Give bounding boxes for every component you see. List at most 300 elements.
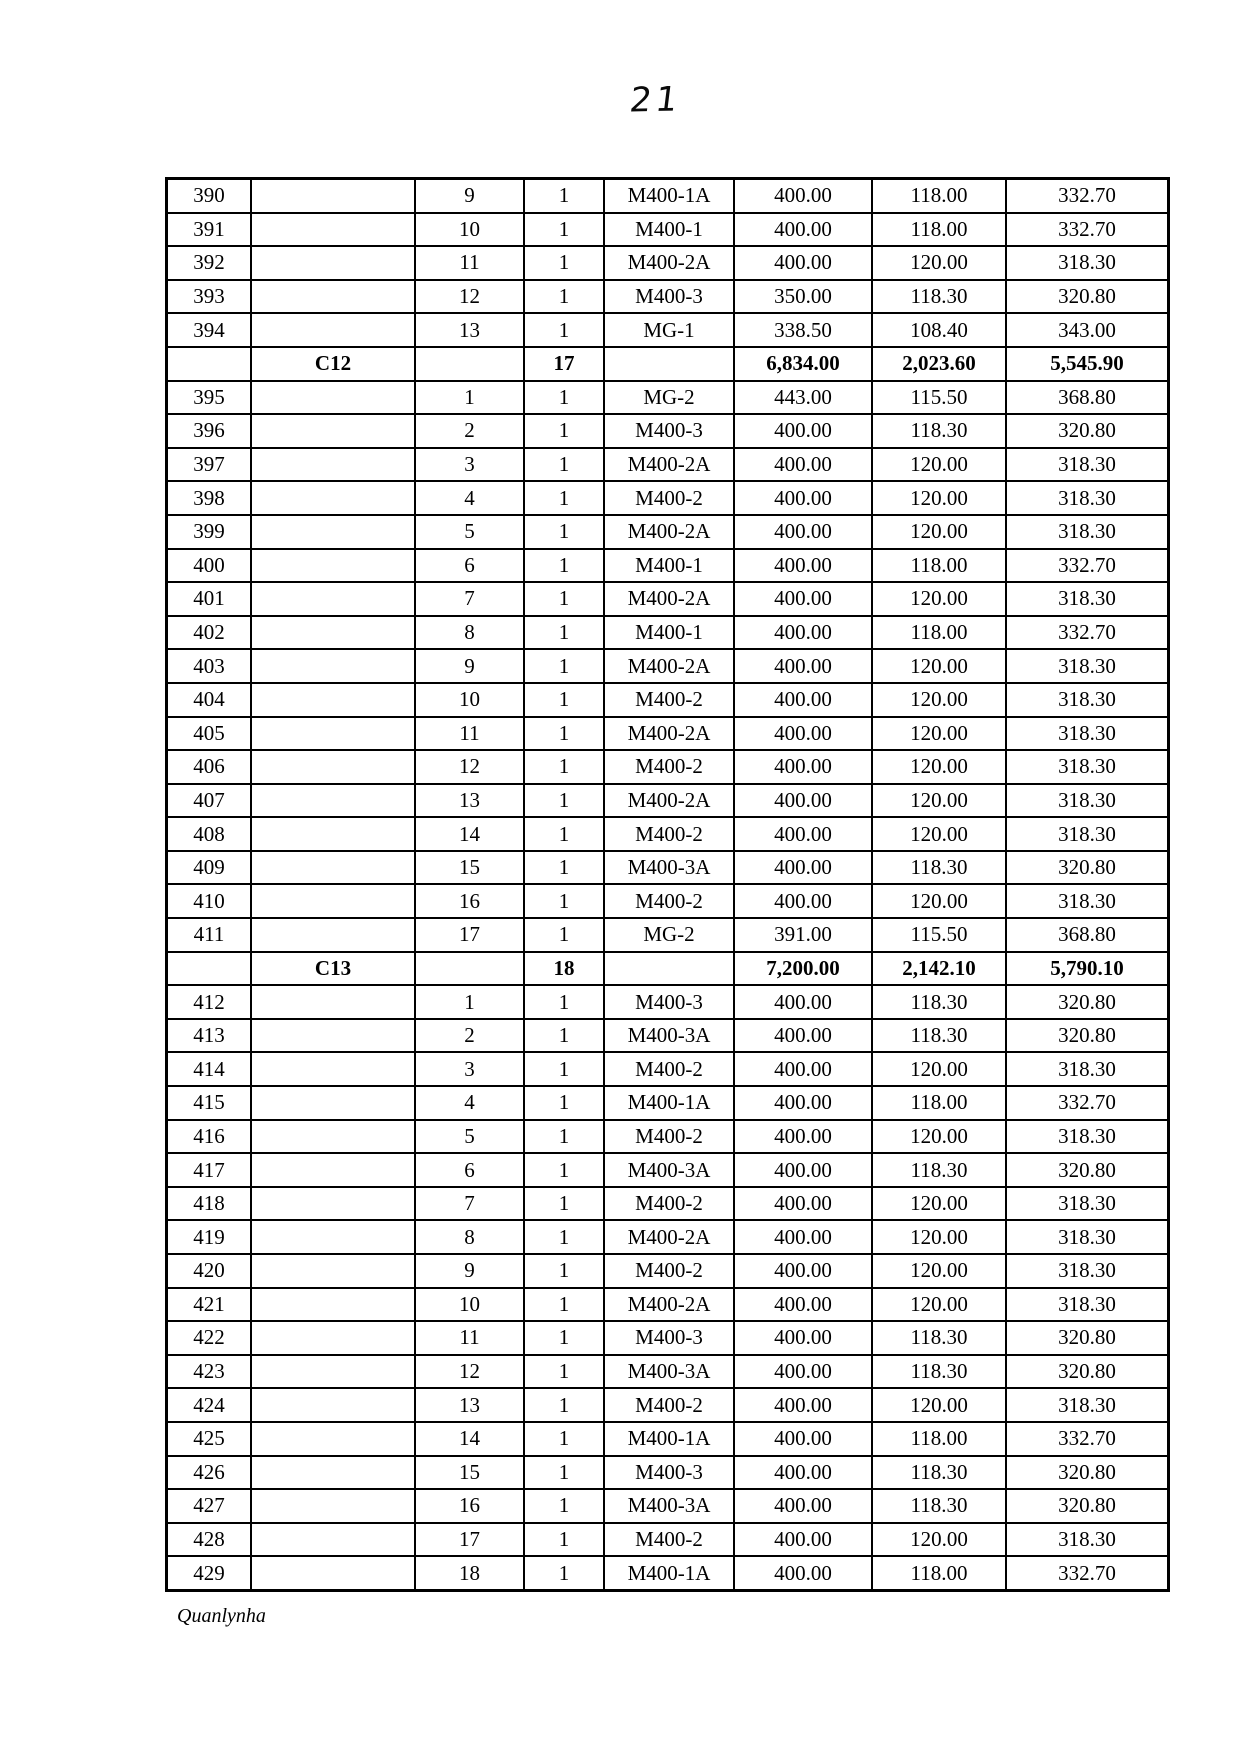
data-table [165, 177, 1170, 1592]
cell-value-1: 400.00 [734, 1052, 872, 1086]
cell-value-2: 118.30 [872, 1019, 1006, 1053]
cell-row-no: 425 [167, 1422, 252, 1456]
cell-value-1: 400.00 [734, 750, 872, 784]
cell-seq [415, 347, 524, 381]
cell-type: M400-3 [604, 1456, 734, 1490]
cell-group [251, 246, 415, 280]
cell-row-no: 402 [167, 616, 252, 650]
cell-seq: 10 [415, 213, 524, 247]
cell-count: 1 [524, 985, 604, 1019]
cell-count: 1 [524, 381, 604, 415]
cell-value-1: 400.00 [734, 1388, 872, 1422]
cell-value-1: 400.00 [734, 1153, 872, 1187]
cell-value-2: 118.30 [872, 1355, 1006, 1389]
table-row [167, 717, 1169, 751]
cell-value-1: 400.00 [734, 1086, 872, 1120]
table-row [167, 985, 1169, 1019]
cell-value-3: 368.80 [1006, 918, 1169, 952]
cell-value-2: 115.50 [872, 381, 1006, 415]
cell-type: M400-1 [604, 213, 734, 247]
table-row [167, 1321, 1169, 1355]
cell-value-1: 7,200.00 [734, 952, 872, 986]
cell-value-2: 118.30 [872, 851, 1006, 885]
cell-value-3: 318.30 [1006, 246, 1169, 280]
cell-value-3: 318.30 [1006, 481, 1169, 515]
table-row [167, 179, 1169, 213]
cell-value-3: 332.70 [1006, 1556, 1169, 1590]
cell-value-1: 400.00 [734, 784, 872, 818]
cell-value-2: 120.00 [872, 515, 1006, 549]
cell-seq: 12 [415, 280, 524, 314]
cell-value-2: 120.00 [872, 246, 1006, 280]
cell-value-2: 120.00 [872, 649, 1006, 683]
cell-type: M400-2 [604, 1254, 734, 1288]
table-row [167, 884, 1169, 918]
cell-type: M400-2 [604, 1052, 734, 1086]
cell-group [251, 1187, 415, 1221]
cell-value-3: 318.30 [1006, 817, 1169, 851]
cell-count: 1 [524, 1187, 604, 1221]
cell-value-1: 350.00 [734, 280, 872, 314]
cell-seq: 11 [415, 717, 524, 751]
table-row [167, 1019, 1169, 1053]
cell-group [251, 1019, 415, 1053]
cell-row-no [167, 952, 252, 986]
cell-row-no: 394 [167, 313, 252, 347]
cell-value-1: 400.00 [734, 549, 872, 583]
cell-row-no [167, 347, 252, 381]
cell-value-3: 320.80 [1006, 1355, 1169, 1389]
cell-count: 1 [524, 750, 604, 784]
cell-row-no: 403 [167, 649, 252, 683]
cell-value-2: 120.00 [872, 784, 1006, 818]
cell-value-2: 120.00 [872, 717, 1006, 751]
cell-row-no: 400 [167, 549, 252, 583]
cell-group [251, 213, 415, 247]
cell-value-3: 320.80 [1006, 1153, 1169, 1187]
cell-value-3: 320.80 [1006, 280, 1169, 314]
cell-type: M400-2 [604, 1388, 734, 1422]
cell-seq: 13 [415, 313, 524, 347]
table-row [167, 918, 1169, 952]
cell-value-1: 400.00 [734, 1120, 872, 1154]
cell-row-no: 409 [167, 851, 252, 885]
table-row [167, 616, 1169, 650]
cell-type: M400-2A [604, 784, 734, 818]
cell-type: M400-3 [604, 414, 734, 448]
cell-type: MG-2 [604, 381, 734, 415]
cell-row-no: 427 [167, 1489, 252, 1523]
cell-count: 1 [524, 448, 604, 482]
cell-group [251, 1388, 415, 1422]
table-row [167, 1086, 1169, 1120]
cell-value-2: 118.00 [872, 1556, 1006, 1590]
cell-row-no: 410 [167, 884, 252, 918]
cell-seq: 9 [415, 1254, 524, 1288]
table-row [167, 649, 1169, 683]
cell-seq: 2 [415, 1019, 524, 1053]
cell-row-no: 390 [167, 179, 252, 213]
cell-group [251, 717, 415, 751]
cell-seq: 16 [415, 884, 524, 918]
cell-row-no: 391 [167, 213, 252, 247]
cell-row-no: 413 [167, 1019, 252, 1053]
cell-value-1: 338.50 [734, 313, 872, 347]
table-row [167, 1388, 1169, 1422]
cell-row-no: 418 [167, 1187, 252, 1221]
cell-type: M400-2A [604, 1288, 734, 1322]
table-row [167, 1556, 1169, 1590]
table-row [167, 213, 1169, 247]
cell-count: 1 [524, 1355, 604, 1389]
cell-value-2: 120.00 [872, 1288, 1006, 1322]
table-row [167, 1456, 1169, 1490]
cell-count: 1 [524, 1220, 604, 1254]
cell-group [251, 1489, 415, 1523]
cell-row-no: 397 [167, 448, 252, 482]
cell-value-1: 400.00 [734, 1254, 872, 1288]
cell-value-2: 120.00 [872, 1052, 1006, 1086]
cell-value-2: 118.30 [872, 1456, 1006, 1490]
table-row [167, 1355, 1169, 1389]
cell-seq: 8 [415, 1220, 524, 1254]
cell-value-2: 118.00 [872, 1422, 1006, 1456]
page-number: 21 [627, 79, 684, 121]
table-row [167, 1523, 1169, 1557]
cell-row-no: 408 [167, 817, 252, 851]
cell-group [251, 1086, 415, 1120]
cell-seq: 8 [415, 616, 524, 650]
cell-value-2: 2,023.60 [872, 347, 1006, 381]
cell-value-3: 332.70 [1006, 616, 1169, 650]
cell-type: M400-3A [604, 1355, 734, 1389]
cell-type: M400-2A [604, 246, 734, 280]
cell-value-3: 332.70 [1006, 1422, 1169, 1456]
cell-value-3: 318.30 [1006, 1052, 1169, 1086]
cell-row-no: 401 [167, 582, 252, 616]
cell-seq: 5 [415, 515, 524, 549]
cell-count: 1 [524, 1422, 604, 1456]
cell-value-1: 400.00 [734, 817, 872, 851]
cell-group [251, 1422, 415, 1456]
cell-count: 1 [524, 213, 604, 247]
cell-seq: 5 [415, 1120, 524, 1154]
cell-row-no: 399 [167, 515, 252, 549]
cell-type: M400-1A [604, 1556, 734, 1590]
cell-group [251, 549, 415, 583]
cell-count: 1 [524, 414, 604, 448]
cell-type: M400-2 [604, 817, 734, 851]
cell-value-3: 318.30 [1006, 683, 1169, 717]
cell-type: M400-2 [604, 1187, 734, 1221]
cell-count: 1 [524, 884, 604, 918]
cell-value-3: 318.30 [1006, 649, 1169, 683]
cell-value-1: 400.00 [734, 985, 872, 1019]
cell-type: M400-3A [604, 851, 734, 885]
table-row [167, 1120, 1169, 1154]
cell-seq: 16 [415, 1489, 524, 1523]
cell-seq [415, 952, 524, 986]
cell-row-no: 395 [167, 381, 252, 415]
table-row [167, 481, 1169, 515]
cell-group [251, 1288, 415, 1322]
cell-value-3: 320.80 [1006, 851, 1169, 885]
cell-value-3: 318.30 [1006, 1254, 1169, 1288]
cell-value-1: 400.00 [734, 1288, 872, 1322]
cell-seq: 6 [415, 1153, 524, 1187]
cell-seq: 17 [415, 1523, 524, 1557]
cell-count: 18 [524, 952, 604, 986]
cell-count: 1 [524, 1321, 604, 1355]
cell-row-no: 423 [167, 1355, 252, 1389]
cell-value-1: 443.00 [734, 381, 872, 415]
cell-value-2: 118.00 [872, 213, 1006, 247]
cell-type: M400-3A [604, 1153, 734, 1187]
cell-count: 1 [524, 1388, 604, 1422]
cell-type: M400-1A [604, 1086, 734, 1120]
table-row [167, 1254, 1169, 1288]
cell-seq: 4 [415, 481, 524, 515]
cell-value-1: 400.00 [734, 717, 872, 751]
cell-row-no: 407 [167, 784, 252, 818]
cell-value-3: 320.80 [1006, 1489, 1169, 1523]
cell-type: M400-1A [604, 179, 734, 213]
cell-count: 1 [524, 649, 604, 683]
cell-group [251, 582, 415, 616]
table-row [167, 1187, 1169, 1221]
cell-seq: 1 [415, 985, 524, 1019]
cell-seq: 13 [415, 1388, 524, 1422]
cell-row-no: 398 [167, 481, 252, 515]
cell-value-1: 400.00 [734, 1220, 872, 1254]
cell-value-2: 118.00 [872, 1086, 1006, 1120]
cell-value-1: 400.00 [734, 884, 872, 918]
table-row [167, 381, 1169, 415]
cell-count: 1 [524, 1052, 604, 1086]
cell-value-3: 318.30 [1006, 884, 1169, 918]
cell-group [251, 280, 415, 314]
cell-type: M400-2 [604, 683, 734, 717]
cell-seq: 13 [415, 784, 524, 818]
cell-value-1: 400.00 [734, 1523, 872, 1557]
cell-value-3: 318.30 [1006, 1288, 1169, 1322]
cell-group [251, 515, 415, 549]
cell-type: M400-3A [604, 1489, 734, 1523]
table-row [167, 313, 1169, 347]
cell-value-3: 332.70 [1006, 179, 1169, 213]
cell-seq: 10 [415, 683, 524, 717]
cell-group [251, 884, 415, 918]
table-row [167, 1220, 1169, 1254]
table-row [167, 1052, 1169, 1086]
cell-count: 1 [524, 1523, 604, 1557]
cell-value-3: 320.80 [1006, 414, 1169, 448]
cell-value-2: 120.00 [872, 817, 1006, 851]
cell-value-3: 332.70 [1006, 1086, 1169, 1120]
cell-value-1: 400.00 [734, 1556, 872, 1590]
cell-value-2: 120.00 [872, 1220, 1006, 1254]
cell-row-no: 404 [167, 683, 252, 717]
group-summary-row [167, 952, 1169, 986]
cell-value-3: 320.80 [1006, 1456, 1169, 1490]
table-row [167, 515, 1169, 549]
cell-type: M400-2 [604, 1523, 734, 1557]
cell-value-2: 120.00 [872, 1254, 1006, 1288]
cell-type: M400-3 [604, 985, 734, 1019]
cell-seq: 12 [415, 1355, 524, 1389]
cell-seq: 9 [415, 649, 524, 683]
cell-group [251, 851, 415, 885]
cell-value-3: 320.80 [1006, 985, 1169, 1019]
table-row [167, 851, 1169, 885]
cell-count: 1 [524, 1120, 604, 1154]
cell-group [251, 784, 415, 818]
table-row [167, 817, 1169, 851]
cell-type [604, 952, 734, 986]
cell-value-2: 120.00 [872, 683, 1006, 717]
table-row [167, 750, 1169, 784]
footer-note: Quanlynha [177, 1605, 266, 1627]
cell-group [251, 481, 415, 515]
cell-value-3: 318.30 [1006, 582, 1169, 616]
table-row [167, 1489, 1169, 1523]
cell-value-2: 118.30 [872, 1489, 1006, 1523]
cell-row-no: 396 [167, 414, 252, 448]
cell-group [251, 918, 415, 952]
cell-value-2: 120.00 [872, 448, 1006, 482]
cell-value-2: 118.30 [872, 1153, 1006, 1187]
cell-value-3: 318.30 [1006, 1388, 1169, 1422]
cell-row-no: 419 [167, 1220, 252, 1254]
cell-count: 1 [524, 1489, 604, 1523]
cell-value-3: 343.00 [1006, 313, 1169, 347]
cell-group [251, 683, 415, 717]
cell-type: M400-2A [604, 1220, 734, 1254]
cell-group [251, 817, 415, 851]
table-row [167, 1422, 1169, 1456]
table-row [167, 280, 1169, 314]
cell-value-1: 400.00 [734, 481, 872, 515]
cell-row-no: 416 [167, 1120, 252, 1154]
cell-group [251, 1120, 415, 1154]
cell-seq: 18 [415, 1556, 524, 1590]
cell-seq: 12 [415, 750, 524, 784]
cell-row-no: 405 [167, 717, 252, 751]
cell-count: 1 [524, 1288, 604, 1322]
cell-seq: 15 [415, 851, 524, 885]
cell-value-1: 400.00 [734, 1321, 872, 1355]
table-row [167, 414, 1169, 448]
cell-count: 1 [524, 784, 604, 818]
cell-seq: 10 [415, 1288, 524, 1322]
cell-group [251, 1153, 415, 1187]
cell-value-2: 118.30 [872, 985, 1006, 1019]
cell-value-2: 118.00 [872, 549, 1006, 583]
table-row [167, 582, 1169, 616]
cell-count: 1 [524, 280, 604, 314]
cell-value-3: 318.30 [1006, 1187, 1169, 1221]
cell-value-1: 400.00 [734, 246, 872, 280]
cell-seq: 9 [415, 179, 524, 213]
cell-value-2: 120.00 [872, 884, 1006, 918]
cell-row-no: 417 [167, 1153, 252, 1187]
cell-value-3: 318.30 [1006, 784, 1169, 818]
cell-value-3: 318.30 [1006, 750, 1169, 784]
cell-count: 1 [524, 1254, 604, 1288]
cell-count: 1 [524, 1153, 604, 1187]
cell-row-no: 428 [167, 1523, 252, 1557]
cell-row-no: 411 [167, 918, 252, 952]
cell-count: 1 [524, 616, 604, 650]
cell-value-1: 400.00 [734, 1422, 872, 1456]
cell-value-1: 400.00 [734, 414, 872, 448]
cell-value-3: 318.30 [1006, 1220, 1169, 1254]
cell-value-2: 115.50 [872, 918, 1006, 952]
cell-group [251, 1523, 415, 1557]
cell-count: 1 [524, 683, 604, 717]
cell-type: M400-2A [604, 649, 734, 683]
table-row [167, 246, 1169, 280]
cell-seq: 11 [415, 1321, 524, 1355]
cell-value-2: 120.00 [872, 582, 1006, 616]
cell-value-3: 368.80 [1006, 381, 1169, 415]
cell-value-3: 5,545.90 [1006, 347, 1169, 381]
cell-type: M400-2 [604, 750, 734, 784]
cell-count: 1 [524, 1456, 604, 1490]
cell-count: 1 [524, 851, 604, 885]
table-row [167, 1153, 1169, 1187]
cell-count: 1 [524, 481, 604, 515]
cell-value-3: 318.30 [1006, 515, 1169, 549]
cell-seq: 2 [415, 414, 524, 448]
cell-value-2: 120.00 [872, 1523, 1006, 1557]
cell-seq: 4 [415, 1086, 524, 1120]
cell-group [251, 616, 415, 650]
cell-group [251, 985, 415, 1019]
cell-type: M400-2 [604, 481, 734, 515]
table-row [167, 683, 1169, 717]
cell-seq: 3 [415, 1052, 524, 1086]
cell-seq: 7 [415, 582, 524, 616]
cell-value-2: 118.00 [872, 616, 1006, 650]
cell-value-1: 400.00 [734, 582, 872, 616]
cell-group [251, 381, 415, 415]
cell-row-no: 392 [167, 246, 252, 280]
cell-count: 1 [524, 582, 604, 616]
cell-value-2: 120.00 [872, 481, 1006, 515]
cell-seq: 11 [415, 246, 524, 280]
cell-group [251, 1254, 415, 1288]
cell-row-no: 429 [167, 1556, 252, 1590]
cell-count: 1 [524, 313, 604, 347]
cell-value-1: 400.00 [734, 179, 872, 213]
cell-row-no: 412 [167, 985, 252, 1019]
cell-count: 1 [524, 1086, 604, 1120]
cell-seq: 3 [415, 448, 524, 482]
cell-value-3: 320.80 [1006, 1321, 1169, 1355]
cell-value-1: 391.00 [734, 918, 872, 952]
cell-group [251, 1321, 415, 1355]
cell-value-3: 318.30 [1006, 448, 1169, 482]
cell-seq: 14 [415, 817, 524, 851]
cell-type: M400-2 [604, 884, 734, 918]
cell-group: C12 [251, 347, 415, 381]
cell-value-1: 400.00 [734, 1187, 872, 1221]
cell-type [604, 347, 734, 381]
cell-value-1: 400.00 [734, 213, 872, 247]
cell-value-1: 400.00 [734, 616, 872, 650]
cell-value-1: 400.00 [734, 1489, 872, 1523]
